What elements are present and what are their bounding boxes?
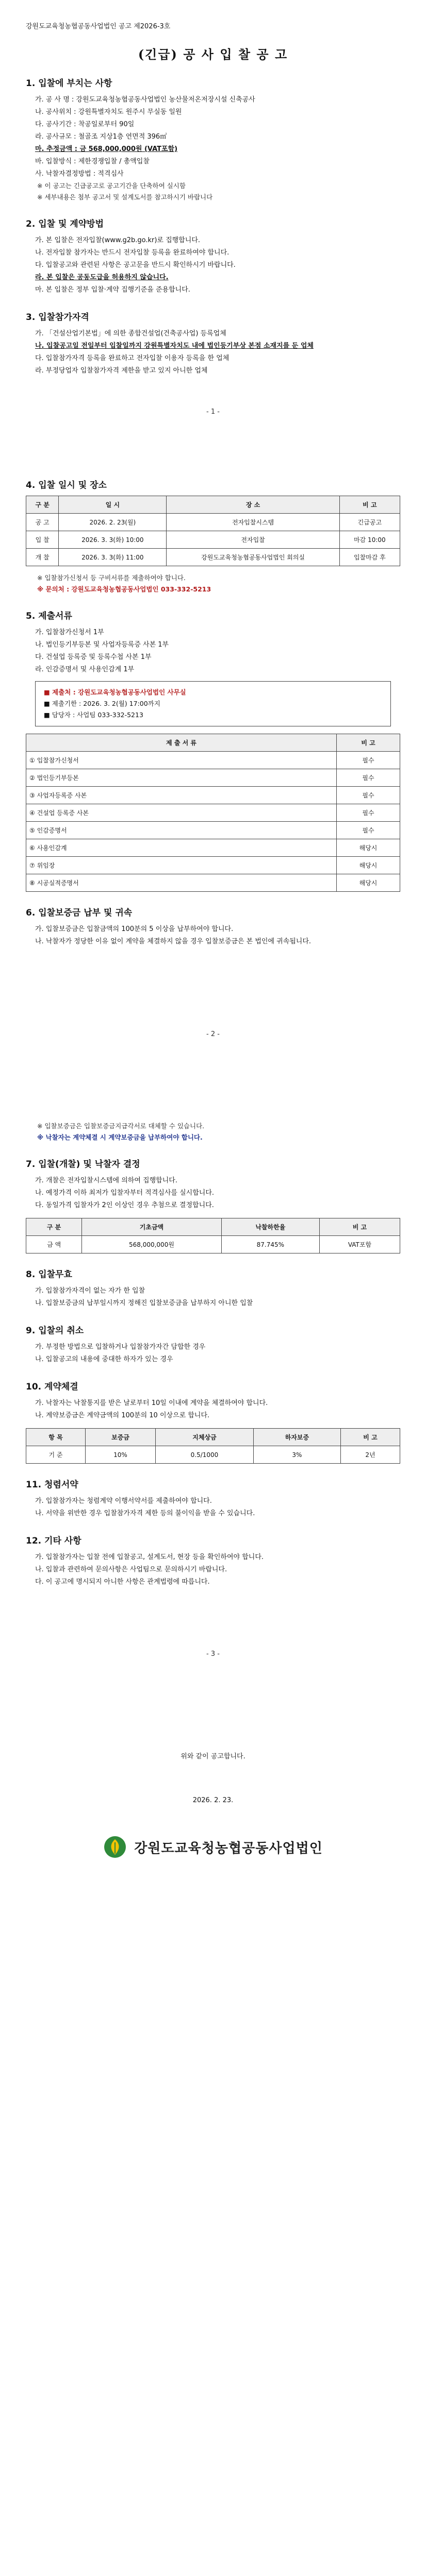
table-cell: 마감 10:00 [339, 531, 400, 549]
table-cell: 공 고 [26, 514, 59, 531]
page-number: - 1 - [206, 408, 220, 416]
table-row [26, 804, 400, 822]
table-cell: 해당시 [337, 839, 400, 857]
section-heading: 10. 계약체결 [26, 1382, 78, 1392]
table-cell: ③ 사업자등록증 사본 [26, 787, 337, 804]
table-cell: ⑦ 위임장 [26, 857, 337, 874]
table-row [26, 822, 400, 839]
box-line: ■ 담당자 : 사업팀 033-332-5213 [44, 711, 143, 719]
section-heading: 5. 제출서류 [26, 611, 72, 621]
section-1 [26, 76, 400, 203]
table-header: 장 소 [167, 496, 339, 514]
table-row [26, 839, 400, 857]
table-cell: VAT포함 [319, 1236, 400, 1253]
table-row [26, 752, 400, 769]
table-header: 지체상금 [156, 1429, 254, 1446]
text-line: 다. 입찰참가자격 등록을 완료하고 전자입찰 이용자 등록을 한 업체 [35, 354, 230, 362]
section-heading: 4. 입찰 일시 및 장소 [26, 480, 107, 490]
section-heading: 2. 입찰 및 계약방법 [26, 219, 104, 229]
text-line: 가. 입찰참가자격이 없는 자가 한 입찰 [35, 1287, 145, 1295]
contract-terms-table [26, 1428, 400, 1464]
note: ※ 입찰참가신청서 등 구비서류를 제출하여야 합니다. [37, 574, 186, 582]
text-line: 나. 입찰보증금의 납부일시까지 정해진 입찰보증금을 납부하지 아니한 입찰 [35, 1299, 253, 1307]
text-line: 다. 이 공고에 명시되지 아니한 사항은 관계법령에 따릅니다. [35, 1578, 210, 1586]
section-heading: 12. 기타 사항 [26, 1536, 81, 1546]
text-line: 가. 입찰참가자는 입찰 전에 입찰공고, 설계도서, 현장 등을 확인하여야 합니다. [35, 1553, 264, 1561]
table-cell: 강원도교육청농협공동사업법인 회의실 [167, 549, 339, 566]
table-cell: 필수 [337, 787, 400, 804]
text-line: 다. 동일가격 입찰자가 2인 이상인 경우 추첨으로 결정합니다. [35, 1201, 214, 1209]
section-heading: 6. 입찰보증금 납부 및 귀속 [26, 908, 133, 918]
table-header: 제 출 서 류 [26, 734, 337, 752]
schedule-table [26, 496, 400, 566]
table-row [26, 857, 400, 874]
section-4 [26, 478, 400, 595]
section-5 [26, 608, 400, 892]
document-list-table [26, 734, 400, 892]
table-cell: 필수 [337, 752, 400, 769]
text-line: 가. 「건설산업기본법」에 의한 종합건설업(건축공사업) 등록업체 [35, 330, 226, 337]
table-cell: ④ 건설업 등록증 사본 [26, 804, 337, 822]
text-line: 나. 법인등기부등본 및 사업자등록증 사본 1부 [35, 641, 169, 649]
table-cell: 금 액 [26, 1236, 82, 1253]
section-8 [26, 1267, 400, 1310]
text-line: 나. 계약보증금은 계약금액의 100분의 10 이상으로 합니다. [35, 1412, 210, 1419]
text-line: 가. 부정한 방법으로 입찰하거나 입찰참가자간 담합한 경우 [35, 1343, 206, 1351]
table-header: 비 고 [319, 1218, 400, 1236]
note: ※ 낙찰자는 계약체결 시 계약보증금을 납부하여야 합니다. [37, 1133, 203, 1141]
text-line: 가. 입찰보증금은 입찰금액의 100분의 5 이상을 납부하여야 합니다. [35, 925, 234, 933]
table-header: 일 시 [59, 496, 167, 514]
section-heading: 3. 입찰참가자격 [26, 312, 89, 323]
section-10 [26, 1379, 400, 1464]
box-line: ■ 제출기한 : 2026. 3. 2(월) 17:00까지 [44, 700, 160, 707]
box-line: ■ 제출처 : 강원도교육청농협공동사업법인 사무실 [44, 688, 186, 696]
table-cell: 2026. 2. 23(월) [59, 514, 167, 531]
table-header: 항 목 [26, 1429, 86, 1446]
table-cell: 2026. 3. 3(화) 11:00 [59, 549, 167, 566]
submission-box [35, 681, 391, 726]
table-cell: 해당시 [337, 857, 400, 874]
table-cell: 필수 [337, 822, 400, 839]
text-line: 가. 본 입찰은 전자입찰(www.g2b.go.kr)로 집행합니다. [35, 236, 201, 244]
table-cell: ⑤ 인감증명서 [26, 822, 337, 839]
section-12 [26, 1533, 400, 1588]
section-heading: 11. 청렴서약 [26, 1480, 78, 1490]
table-cell: 필수 [337, 804, 400, 822]
table-row [26, 514, 400, 531]
text-line: 나. 예정가격 이하 최저가 입찰자부터 적격심사를 실시합니다. [35, 1189, 215, 1197]
table-header: 하자보증 [253, 1429, 340, 1446]
table-cell: ② 법인등기부등본 [26, 769, 337, 787]
section-7 [26, 1157, 400, 1253]
text-line: 라. 인감증명서 및 사용인감계 1부 [35, 666, 135, 673]
text-line: 다. 건설업 등록증 및 등록수첩 사본 1부 [35, 653, 152, 661]
table-cell: 2026. 3. 3(화) 10:00 [59, 531, 167, 549]
text-line: 나. 입찰공고의 내용에 중대한 하자가 있는 경우 [35, 1355, 173, 1363]
table-header: 구 분 [26, 1218, 82, 1236]
table-cell: 입 찰 [26, 531, 59, 549]
text-line: 가. 개찰은 전자입찰시스템에 의하여 집행합니다. [35, 1177, 177, 1184]
text-line: 가. 낙찰자는 낙찰통지를 받은 날로부터 10일 이내에 계약을 체결하여야 합니다. [35, 1399, 268, 1407]
table-cell: ① 입찰참가신청서 [26, 752, 337, 769]
table-row [26, 531, 400, 549]
text-line: 다. 입찰공고와 관련된 사항은 공고문을 반드시 확인하시기 바랍니다. [35, 261, 236, 269]
notice-date: 2026. 2. 23. [192, 1797, 234, 1804]
text-line: 마. 추정금액 : 금 568,000,000원 (VAT포함) [35, 145, 178, 153]
section-9 [26, 1323, 400, 1366]
table-header: 보증금 [85, 1429, 155, 1446]
table-cell: 필수 [337, 769, 400, 787]
table-header: 낙찰하한율 [221, 1218, 319, 1236]
text-line: 사. 낙찰자결정방법 : 적격심사 [35, 170, 124, 178]
table-row [26, 787, 400, 804]
table-cell: 입찰마감 후 [339, 549, 400, 566]
table-cell: 개 찰 [26, 549, 59, 566]
table-cell: ⑥ 사용인감계 [26, 839, 337, 857]
table-row [26, 874, 400, 892]
section-heading: 1. 입찰에 부치는 사항 [26, 78, 112, 89]
text-line: 나. 서약을 위반한 경우 입찰참가자격 제한 등의 불이익을 받을 수 있습니다. [35, 1510, 255, 1517]
table-cell: 568,000,000원 [82, 1236, 222, 1253]
note: ※ 문의처 : 강원도교육청농협공동사업법인 033-332-5213 [37, 585, 211, 593]
table-cell: ⑧ 시공실적증명서 [26, 874, 337, 892]
text-line: 가. 입찰참가신청서 1부 [35, 629, 104, 636]
table-cell: 10% [85, 1446, 155, 1464]
note: ※ 세부내용은 첨부 공고서 및 설계도서를 참고하시기 바랍니다 [37, 193, 213, 201]
text-line: 나. 입찰공고일 전일부터 입찰일까지 강원특별자치도 내에 법인등기부상 본점 소재지를 둔 업체 [35, 342, 314, 350]
org-signature [26, 1835, 400, 1859]
text-line: 가. 공 사 명 : 강원도교육청농협공동사업법인 농산물저온저장시설 신축공사 [35, 96, 255, 104]
text-line: 마. 본 입찰은 정부 입찰·계약 집행기준을 준용합니다. [35, 286, 190, 294]
table-row [26, 549, 400, 566]
section-heading: 9. 입찰의 취소 [26, 1326, 84, 1336]
table-cell: 해당시 [337, 874, 400, 892]
page-number: - 2 - [206, 1030, 220, 1038]
table-cell: 2년 [340, 1446, 400, 1464]
text-line: 바. 입찰방식 : 제한경쟁입찰 / 총액입찰 [35, 158, 150, 165]
section-heading: 7. 입찰(개찰) 및 낙찰자 결정 [26, 1159, 140, 1170]
table-cell: 0.5/1000 [156, 1446, 254, 1464]
table-cell: 3% [253, 1446, 340, 1464]
table-cell: 전자입찰시스템 [167, 514, 339, 531]
note: ※ 이 공고는 긴급공고로 공고기간을 단축하여 실시함 [37, 182, 186, 190]
text-line: 라. 본 입찰은 공동도급을 허용하지 않습니다. [35, 274, 169, 281]
table-header: 비 고 [340, 1429, 400, 1446]
text-line: 라. 공사규모 : 철골조 지상1층 연면적 396㎡ [35, 133, 167, 141]
table-row [26, 769, 400, 787]
table-row [26, 1236, 400, 1253]
section-2 [26, 216, 400, 296]
table-cell: 전자입찰 [167, 531, 339, 549]
text-line: 나. 입찰과 관련하여 문의사항은 사업팀으로 문의하시기 바랍니다. [35, 1566, 227, 1573]
table-cell: 87.745% [221, 1236, 319, 1253]
notice-number: 강원도교육청농협공동사업법인 공고 제2026-3호 [26, 23, 171, 30]
text-line: 가. 입찰참가자는 청렴계약 이행서약서를 제출하여야 합니다. [35, 1497, 212, 1505]
text-line: 나. 전자입찰 참가자는 반드시 전자입찰 등록을 완료하여야 합니다. [35, 249, 230, 257]
org-logo-icon [103, 1835, 127, 1859]
section-11 [26, 1477, 400, 1520]
org-name: 강원도교육청농협공동사업법인 [134, 1840, 323, 1856]
table-row [26, 1446, 400, 1464]
page-title: (긴급) 공 사 입 찰 공 고 [138, 47, 288, 62]
page-number: - 3 - [206, 1650, 220, 1658]
bid-amount-table [26, 1218, 400, 1253]
table-cell: 긴급공고 [339, 514, 400, 531]
note: ※ 입찰보증금은 입찰보증금지급각서로 대체할 수 있습니다. [37, 1122, 205, 1130]
text-line: 라. 부정당업자 입찰참가자격 제한을 받고 있지 아니한 업체 [35, 367, 208, 375]
closing-statement: 위와 같이 공고합니다. [181, 1753, 245, 1760]
table-header: 구 분 [26, 496, 59, 514]
text-line: 나. 낙찰자가 정당한 이유 없이 계약을 체결하지 않을 경우 입찰보증금은 본 법인에 귀속됩니다. [35, 938, 312, 945]
text-line: 나. 공사위치 : 강원특별자치도 원주시 무실동 일원 [35, 108, 182, 116]
section-3 [26, 310, 400, 377]
section-heading: 8. 입찰무효 [26, 1269, 72, 1280]
table-cell: 기 준 [26, 1446, 86, 1464]
text-line: 다. 공사기간 : 착공일로부터 90일 [35, 121, 135, 128]
table-header: 비 고 [337, 734, 400, 752]
table-header: 비 고 [339, 496, 400, 514]
section-6 [26, 905, 400, 948]
table-header: 기초금액 [82, 1218, 222, 1236]
